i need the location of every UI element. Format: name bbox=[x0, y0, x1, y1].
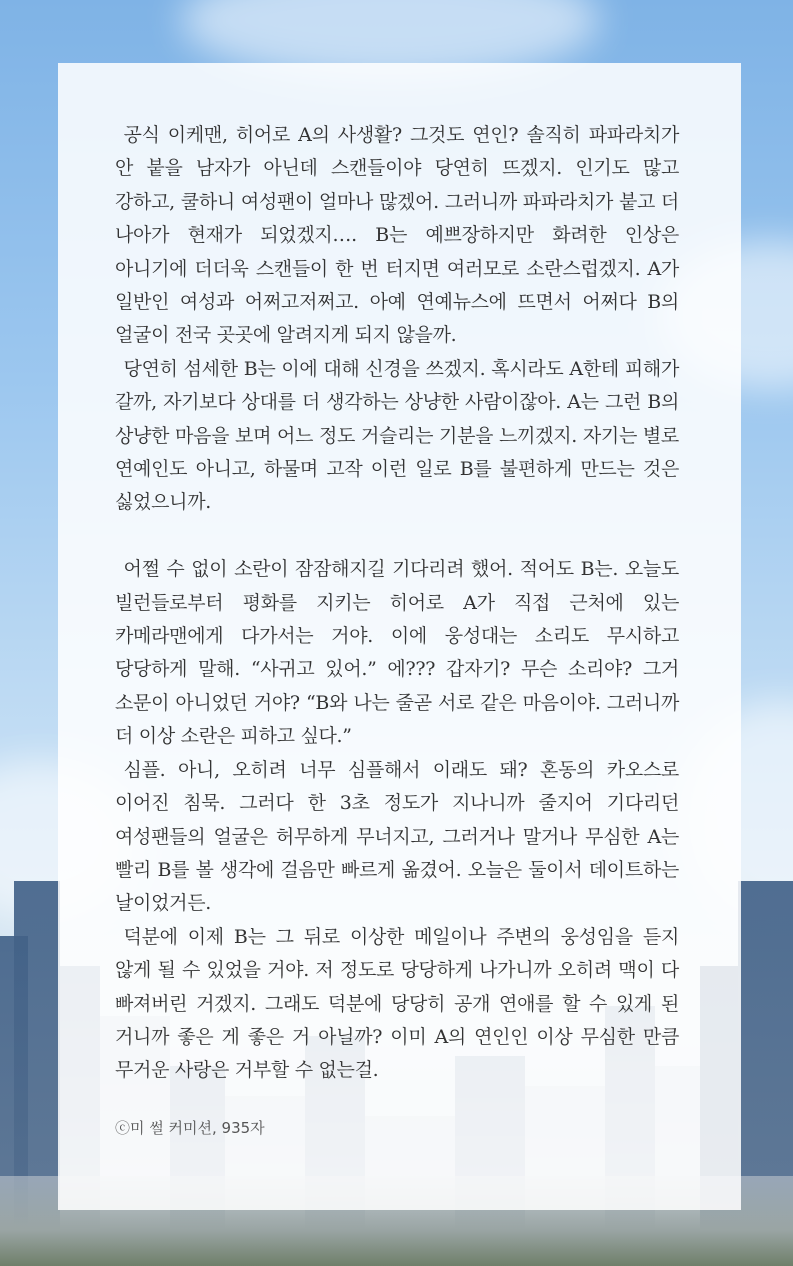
story-paragraph-5: 덕분에 이제 B는 그 뒤로 이상한 메일이나 주변의 웅성임을 듣지 않게 될 수 있었을 거야. 저 정도로 당당하게 나가니까 오히려 맥이 다 빠져버린 거겠지. 그래도 덕분에 당당히 공개 연애를 할 수 있게 된 거니까 좋은 게 좋은 거 아닐까? 이미 A의 연인인 이상 무심한 만큼 무거운 사랑은 거부할 수 없는걸. bbox=[115, 925, 679, 1082]
story-paragraph-4: 심플. 아니, 오히려 너무 심플해서 이래도 돼? 혼동의 카오스로 이어진 침묵. 그러다 한 3초 정도가 지나니까 줄지어 기다리던 여성팬들의 얼굴은 허무하게 무너지고, 그러거나 말거나 무심한 A는 빨리 B를 볼 생각에 걸음만 빠르게 옮겼어. 오늘은 둘이서 데이트하는 날이었거든. bbox=[115, 758, 679, 915]
story-paragraph-2: 당연히 섬세한 B는 이에 대해 신경을 쓰겠지. 혹시라도 A한테 피해가 갈까, 자기보다 상대를 더 생각하는 상냥한 사람이잖아. A는 그런 B의 상냥한 마음을 보며 어느 정도 거슬리는 기분을 느끼겠지. 자기는 별로 연예인도 아니고, 하물며 고작 이런 일로 B를 불편하게 만드는 것은 싫었으니까. bbox=[115, 357, 679, 514]
story-paragraph-3: 어쩔 수 없이 소란이 잠잠해지길 기다리려 했어. 적어도 B는. 오늘도 빌런들로부터 평화를 지키는 히어로 A가 직접 근처에 있는 카메라맨에게 다가서는 거야. 이에 웅성대는 소리도 무시하고 당당하게 말해. “사귀고 있어.” 에??? 갑자기? 무슨 소리야? 그거 소문이 아니었던 거야? “B와 나는 줄곧 서로 같은 마음이야. 그러니까 더 이상 소란은 피하고 싶다.” bbox=[115, 558, 679, 748]
story-paragraph-1: 공식 이케맨, 히어로 A의 사생활? 그것도 연인? 솔직히 파파라치가 안 붙을 남자가 아닌데 스캔들이야 당연히 뜨겠지. 인기도 많고 강하고, 쿨하니 여성팬이 얼마나 많겠어. 그러니까 파파라치가 붙고 더 나아가 현재가 되었겠지…. B는 예쁘장하지만 화려한 인상은 아니기에 더더욱 스캔들이 한 번 터지면 여러모로 소란스럽겠지. A가 일반인 여성과 어쩌고저쩌고. 아예 연예뉴스에 뜨면서 어쩌다 B의 얼굴이 전국 곳곳에 알려지게 되지 않을까. bbox=[115, 124, 679, 347]
commission-credit: ⓒ미 썰 커미션, 935자 bbox=[115, 1118, 265, 1137]
paragraph-spacer bbox=[115, 520, 679, 553]
story-panel bbox=[58, 63, 741, 1210]
